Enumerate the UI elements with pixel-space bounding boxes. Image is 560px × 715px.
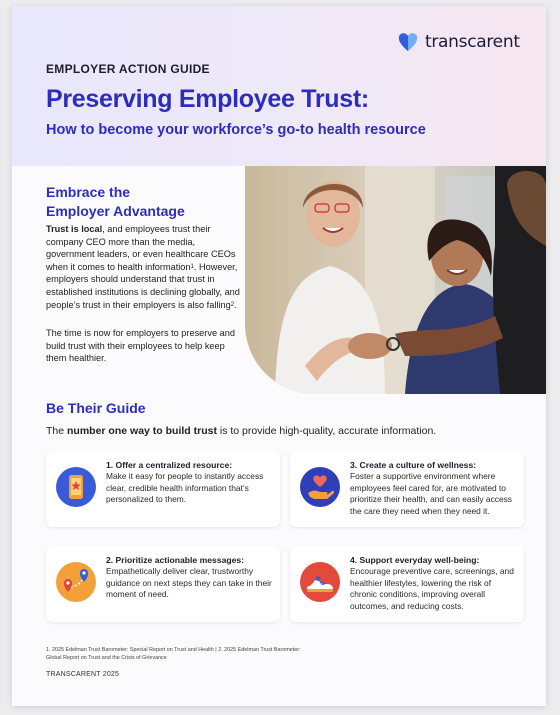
- lead-text-a: The: [46, 425, 68, 437]
- heart-hand-icon: [300, 467, 340, 507]
- card-body: Make it easy for people to instantly access clear, credible health information that’s personalized to them.: [106, 471, 264, 504]
- card-title: 1. Offer a centralized resource:: [106, 460, 233, 470]
- p1-text-c: .: [234, 299, 237, 310]
- card-title: 3. Create a culture of wellness:: [350, 460, 477, 470]
- lead-bold: number one way to build trust: [67, 425, 217, 437]
- p1-text-b: . However, employers should understand that trust in established institutions is declining globally, and people’s trust in their employers is also falling: [46, 261, 240, 310]
- section-heading-guide: Be Their Guide: [46, 400, 146, 416]
- section-heading-embrace: [46, 183, 246, 221]
- card-body: Encourage preventive care, screenings, and healthier lifestyles, lowering the risk of chronic conditions, improving overall outcomes, and reducing costs.: [350, 566, 514, 611]
- card-body: Empathetically deliver clear, trustworthy guidance on next steps they can take in their moment of need.: [106, 566, 272, 599]
- transcarent-logo-icon: [397, 31, 419, 53]
- embrace-paragraph-1: [46, 223, 246, 311]
- footnote-ref-1: 1: [190, 263, 194, 270]
- header-banner: [12, 6, 546, 166]
- heading-line-1: Embrace the: [46, 184, 131, 200]
- page-title: Preserving Employee Trust:: [46, 85, 369, 113]
- logo-wordmark: transcarent: [425, 32, 520, 52]
- p1-text-a: , and employees trust their company CEO more than the media, government leaders, or even healthcare CEOs when it comes to health information: [46, 224, 236, 272]
- handshake-photo-illustration: [245, 166, 546, 394]
- embrace-paragraph-2: The time is now for employers to preserve and build trust with their employees to help keep them healthier.: [46, 328, 235, 364]
- card-actionable-messages: [46, 546, 280, 622]
- card-title: 4. Support everyday well-being:: [350, 555, 480, 565]
- running-shoe-icon: [300, 562, 340, 602]
- trust-local-bold: Trust is local: [46, 224, 103, 234]
- copyright-label: TRANSCARENT 2025: [46, 671, 120, 678]
- handshake-photo: [245, 166, 546, 394]
- card-title: 2. Prioritize actionable messages:: [106, 555, 245, 565]
- phone-star-icon: [56, 467, 96, 507]
- heading-line-2: Employer Advantage: [46, 203, 185, 219]
- footnotes: 1. 2025 Edelman Trust Barometer: Special Report on Trust and Health | 2. 2025 Edelman Trust Barometer: Global Report on Trust and the Crisis of Grievance: [46, 647, 301, 661]
- card-everyday-wellbeing: [290, 546, 524, 622]
- page-subtitle: How to become your workforce’s go-to health resource: [46, 122, 426, 138]
- brand-logo: [397, 30, 520, 54]
- document-page: [12, 6, 546, 706]
- card-centralized-resource: [46, 451, 280, 527]
- card-body: Foster a supportive environment where employees feel cared for, are motivated to prioritize their health, and can easily access the care they need when they need it.: [350, 471, 512, 516]
- card-culture-of-wellness: [290, 451, 524, 527]
- footnote-ref-2: 2: [230, 301, 235, 308]
- map-pin-route-icon: [56, 562, 96, 602]
- lead-text-b: is to provide high-quality, accurate information.: [216, 425, 437, 437]
- eyebrow-label: EMPLOYER ACTION GUIDE: [46, 62, 210, 76]
- guide-lead-sentence: [46, 425, 526, 437]
